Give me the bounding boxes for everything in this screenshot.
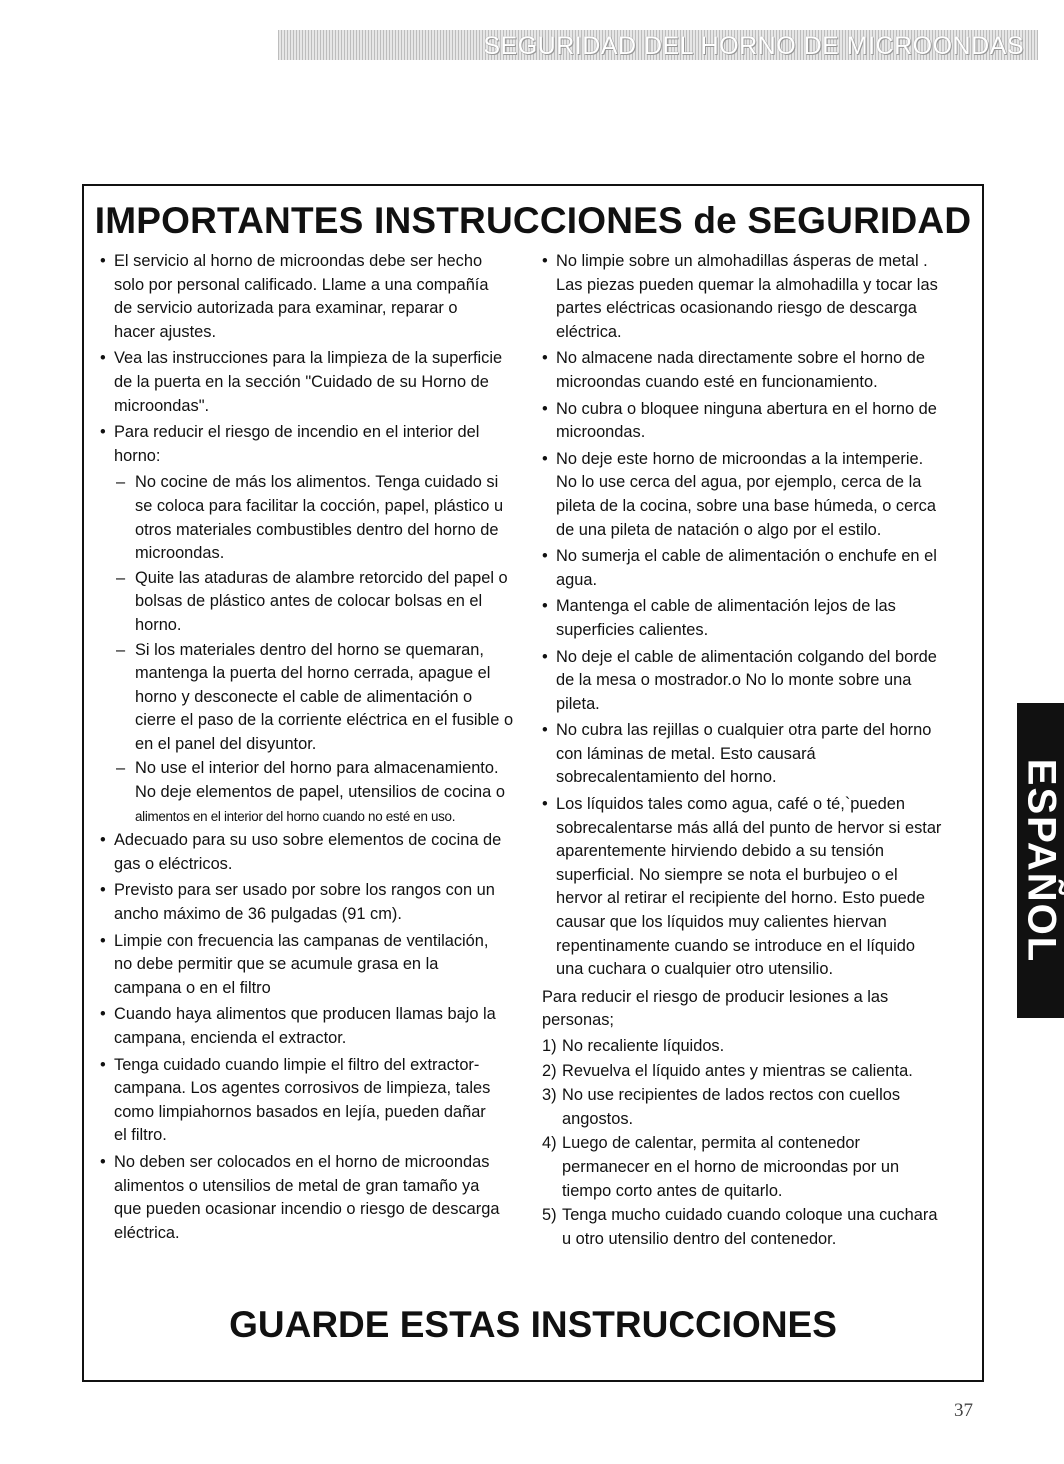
bullet: • bbox=[100, 349, 106, 368]
item-line: horno. bbox=[135, 615, 182, 634]
item-line: No cubra las rejillas o cualquier otra parte del horno bbox=[556, 721, 932, 740]
list-item bbox=[100, 829, 518, 876]
paragraph bbox=[542, 986, 972, 1033]
item-number: 1) bbox=[542, 1037, 557, 1055]
bullet: • bbox=[100, 831, 106, 850]
list-item bbox=[542, 719, 972, 790]
item-line: Cuando haya alimentos que producen llamas bajo la bbox=[114, 1005, 496, 1024]
dash: – bbox=[116, 473, 126, 492]
item-number: 5) bbox=[542, 1206, 557, 1225]
item-line: No use recipientes de lados rectos con cuellos bbox=[562, 1086, 901, 1105]
numbered-item bbox=[542, 1035, 972, 1059]
item-line: bolsas de plástico antes de colocar bolsas en el bbox=[135, 592, 483, 611]
list-item bbox=[100, 421, 518, 468]
dash: – bbox=[116, 568, 126, 587]
item-line: de la mesa o mostrador.o No lo monte sobre una bbox=[556, 671, 912, 690]
item-line: en el panel del disyuntor. bbox=[135, 734, 317, 753]
item-line: hacer ajustes. bbox=[114, 322, 217, 341]
item-line: Adecuado para su uso sobre elementos de cocina de bbox=[114, 831, 502, 850]
bullet: • bbox=[100, 1152, 106, 1171]
item-line: No sumerja el cable de alimentación o enchufe en el bbox=[556, 547, 937, 566]
item-line: No deje el cable de alimentación colgando del borde bbox=[556, 647, 937, 666]
item-line: alimentos en el interior del horno cuando no esté en uso. bbox=[135, 808, 456, 824]
dash: – bbox=[116, 759, 126, 778]
right-column bbox=[542, 250, 972, 1252]
list-item bbox=[100, 1151, 518, 1245]
list-item bbox=[542, 347, 972, 394]
list-item bbox=[542, 793, 972, 982]
item-line: hervor al retirar el recipiente del horno. Esto puede bbox=[556, 889, 925, 908]
item-line: eléctrica. bbox=[114, 1223, 180, 1242]
list-item bbox=[100, 1054, 518, 1148]
item-line: pileta de la cocina, sobre una base húmeda, o cerca bbox=[556, 496, 936, 515]
header-title: SEGURIDAD DEL HORNO DE MICROONDAS bbox=[483, 32, 1024, 60]
bullet: • bbox=[542, 597, 548, 616]
item-line: Previsto para ser usado por sobre los rangos con un bbox=[114, 881, 495, 900]
item-line: microondas cuando esté en funcionamiento. bbox=[556, 372, 878, 391]
item-line: u otro utensilio dentro del contenedor. bbox=[562, 1229, 837, 1248]
item-line: No almacene nada directamente sobre el horno de bbox=[556, 349, 926, 368]
item-line: pileta. bbox=[556, 694, 600, 713]
item-line: partes eléctricas ocasionando riesgo de descarga bbox=[556, 299, 917, 318]
item-line: superficial. No siempre se nota el burbujeo o el bbox=[556, 865, 898, 884]
item-line: solo por personal calificado. Llame a una compañía bbox=[114, 275, 489, 294]
sub-item bbox=[100, 471, 518, 565]
item-line: de una pileta de natación o algo por el estilo. bbox=[556, 520, 882, 539]
item-line: cierre el paso de la corriente eléctrica en el fusible o bbox=[135, 711, 514, 730]
item-line: con láminas de metal. Esto causará bbox=[556, 744, 816, 763]
bullet: • bbox=[542, 349, 548, 368]
item-line: El servicio al horno de microondas debe ser hecho bbox=[114, 252, 483, 270]
item-line: Vea las instrucciones para la limpieza de la superficie bbox=[114, 349, 503, 368]
sub-item bbox=[100, 567, 518, 638]
list-item bbox=[100, 879, 518, 926]
item-line: No cocine de más los alimentos. Tenga cuidado si bbox=[135, 473, 499, 492]
item-line: No lo use cerca del agua, por ejemplo, cerca de la bbox=[556, 473, 922, 492]
numbered-item bbox=[542, 1084, 972, 1131]
item-line: permanecer en el horno de microondas por un bbox=[562, 1157, 900, 1176]
item-line: Tenga cuidado cuando limpie el filtro del extractor- bbox=[114, 1055, 480, 1074]
left-column bbox=[100, 250, 518, 1248]
item-line: como limpiahornos basados en lejía, pueden dañar bbox=[114, 1102, 486, 1121]
item-line: otros materiales combustibles dentro del horno de bbox=[135, 520, 499, 539]
item-line: No use el interior del horno para almacenamiento. bbox=[135, 759, 499, 778]
item-line: campana, encienda el extractor. bbox=[114, 1029, 347, 1047]
bullet: • bbox=[542, 449, 548, 468]
item-line: alimentos o utensilios de metal de gran tamaño ya bbox=[114, 1176, 480, 1195]
item-line: No deje elementos de papel, utensilios de cocina o bbox=[135, 783, 505, 802]
item-line: gas o eléctricos. bbox=[114, 854, 233, 873]
bullet: • bbox=[542, 547, 548, 566]
item-line: una cuchara o cualquier otro utensilio. bbox=[556, 960, 833, 979]
bullet: • bbox=[100, 1055, 106, 1074]
bullet: • bbox=[100, 881, 106, 900]
item-line: microondas. bbox=[135, 544, 225, 563]
item-line: el filtro. bbox=[114, 1126, 167, 1145]
list-item bbox=[542, 398, 972, 445]
page-number: 37 bbox=[954, 1400, 973, 1421]
item-line: de servicio autorizada para examinar, reparar o bbox=[114, 299, 458, 318]
item-number: 4) bbox=[542, 1134, 557, 1153]
header-banner bbox=[278, 30, 1038, 60]
item-line: tiempo corto antes de quitarlo. bbox=[562, 1181, 783, 1200]
item-line: agua. bbox=[556, 570, 598, 589]
item-line: Para reducir el riesgo de producir lesiones a las bbox=[542, 987, 889, 1006]
list-item bbox=[542, 595, 972, 642]
item-line: sobrecalentamiento del horno. bbox=[556, 768, 777, 787]
item-line: no debe permitir que se acumule grasa en la bbox=[114, 955, 439, 974]
item-line: Luego de calentar, permita al contenedor bbox=[562, 1134, 860, 1153]
main-title: IMPORTANTES INSTRUCCIONES de SEGURIDAD bbox=[94, 200, 972, 241]
item-number: 2) bbox=[542, 1061, 557, 1080]
footer-title: GUARDE ESTAS INSTRUCCIONES bbox=[229, 1304, 837, 1345]
bullet: • bbox=[100, 252, 106, 270]
item-line: repentinamente cuando se introduce en el líquido bbox=[556, 936, 916, 955]
bullet: • bbox=[100, 1005, 106, 1024]
item-line: Las piezas pueden quemar la almohadilla y tocar las bbox=[556, 275, 938, 294]
item-number: 3) bbox=[542, 1086, 557, 1105]
list-item bbox=[542, 448, 972, 542]
item-line: microondas. bbox=[556, 423, 646, 442]
list-item bbox=[542, 646, 972, 717]
bullet: • bbox=[542, 252, 548, 270]
item-line: Los líquidos tales como agua, café o té,`pueden bbox=[556, 795, 905, 814]
list-item bbox=[100, 930, 518, 1001]
numbered-item bbox=[542, 1204, 972, 1251]
item-line: angostos. bbox=[562, 1109, 634, 1128]
bullet: • bbox=[542, 399, 548, 418]
list-item bbox=[542, 250, 972, 344]
item-line: No deben ser colocados en el horno de microondas bbox=[114, 1152, 490, 1171]
sub-item bbox=[100, 757, 518, 828]
bullet: • bbox=[100, 931, 106, 950]
item-line: se coloca para facilitar la cocción, papel, plástico u bbox=[135, 496, 504, 515]
item-line: que pueden ocasionar incendio o riesgo de descarga bbox=[114, 1200, 500, 1219]
item-line: Revuelva el líquido antes y mientras se calienta. bbox=[562, 1061, 913, 1080]
item-line: No cubra o bloquee ninguna abertura en el horno de bbox=[556, 399, 937, 418]
list-item bbox=[542, 545, 972, 592]
item-line: Limpie con frecuencia las campanas de ventilación, bbox=[114, 931, 489, 950]
item-line: No limpie sobre un almohadillas ásperas de metal . bbox=[556, 252, 928, 270]
item-line: eléctrica. bbox=[556, 322, 622, 341]
numbered-item bbox=[542, 1060, 972, 1084]
item-line: aparentemente hirviendo debido a su tensión bbox=[556, 842, 885, 861]
item-line: Quite las ataduras de alambre retorcido del papel o bbox=[135, 568, 508, 587]
list-item bbox=[100, 1003, 518, 1050]
language-tab-label: ESPAÑOL bbox=[1019, 758, 1063, 963]
bullet: • bbox=[542, 795, 548, 814]
item-line: horno: bbox=[114, 446, 161, 465]
item-line: ancho máximo de 36 pulgadas (91 cm). bbox=[114, 905, 402, 924]
item-line: No deje este horno de microondas a la intemperie. bbox=[556, 449, 924, 468]
list-item bbox=[100, 250, 518, 344]
list-item bbox=[100, 347, 518, 418]
numbered-item bbox=[542, 1132, 972, 1203]
item-line: sobrecalentarse más allá del punto de hervor si estar bbox=[556, 818, 942, 837]
item-line: Mantenga el cable de alimentación lejos de las bbox=[556, 597, 896, 616]
item-line: campana o en el filtro bbox=[114, 978, 271, 997]
item-line: Tenga mucho cuidado cuando coloque una cuchara bbox=[562, 1206, 938, 1225]
item-line: superficies calientes. bbox=[556, 620, 709, 639]
safety-instructions-box bbox=[82, 184, 984, 1382]
item-line: mantenga la puerta del horno cerrada, apague el bbox=[135, 664, 491, 683]
sub-item bbox=[100, 639, 518, 757]
dash: – bbox=[116, 640, 126, 659]
item-line: personas; bbox=[542, 1011, 614, 1030]
item-line: de la puerta en la sección "Cuidado de su Horno de bbox=[114, 372, 489, 391]
item-line: No recaliente líquidos. bbox=[562, 1037, 725, 1055]
item-line: Para reducir el riesgo de incendio en el interior del bbox=[114, 423, 480, 442]
item-line: microondas". bbox=[114, 396, 210, 415]
item-line: horno y desconecte el cable de alimentación o bbox=[135, 687, 473, 706]
bullet: • bbox=[100, 423, 106, 442]
item-line: campana. Los agentes corrosivos de limpieza, tales bbox=[114, 1079, 491, 1098]
item-line: Si los materiales dentro del horno se quemaran, bbox=[135, 640, 484, 659]
bullet: • bbox=[542, 721, 548, 740]
bullet: • bbox=[542, 647, 548, 666]
language-tab bbox=[1017, 703, 1064, 1018]
item-line: causar que los líquidos muy calientes hiervan bbox=[556, 913, 887, 932]
